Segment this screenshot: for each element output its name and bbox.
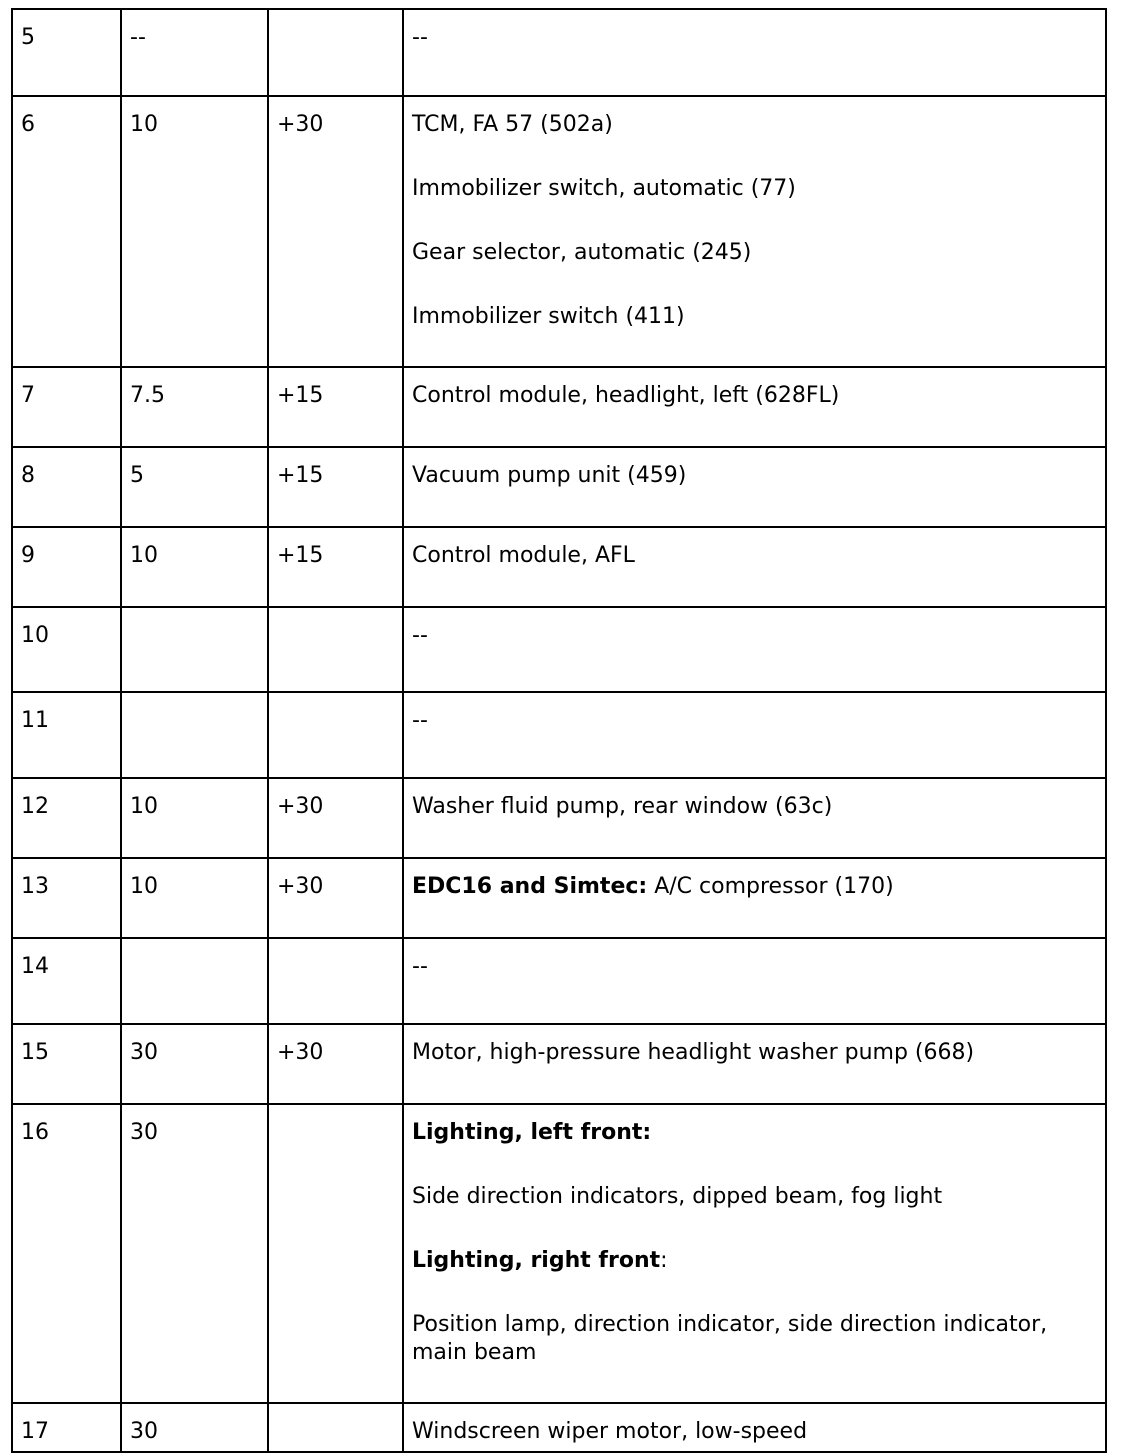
amperage-cell: 30 [121, 1104, 268, 1403]
voltage-cell [268, 9, 403, 96]
amperage-cell: 30 [121, 1403, 268, 1452]
fuse-number-cell: 10 [12, 607, 121, 692]
fuse-number-cell: 11 [12, 692, 121, 778]
voltage-cell: +30 [268, 96, 403, 367]
description-text: Immobilizer switch (411) [412, 304, 685, 329]
amperage-cell: -- [121, 9, 268, 96]
description-text: TCM, FA 57 (502a) [412, 112, 613, 137]
voltage-cell: +15 [268, 447, 403, 527]
description-text: -- [412, 623, 428, 648]
description-text: Windscreen wiper motor, low-speed [412, 1419, 808, 1444]
amperage-cell: 10 [121, 96, 268, 367]
amperage-cell [121, 607, 268, 692]
table-row [12, 1403, 1106, 1452]
description-line [412, 1247, 1097, 1275]
table-row [12, 367, 1106, 447]
description-line [412, 1119, 1097, 1147]
description-cell [403, 1104, 1106, 1403]
description-line [412, 1418, 1097, 1446]
table-row [12, 9, 1106, 96]
description-line [412, 303, 1097, 331]
fuse-number-cell: 17 [12, 1403, 121, 1452]
description-line [412, 1183, 1097, 1211]
description-text: Gear selector, automatic (245) [412, 240, 752, 265]
description-cell [403, 938, 1106, 1024]
table-row [12, 96, 1106, 367]
table-row [12, 447, 1106, 527]
table-row [12, 778, 1106, 858]
description-cell [403, 778, 1106, 858]
description-bold-label: Lighting, left front: [412, 1120, 652, 1145]
voltage-cell [268, 1104, 403, 1403]
table-row [12, 527, 1106, 607]
voltage-cell: +30 [268, 1024, 403, 1104]
description-line [412, 382, 1097, 410]
amperage-cell: 7.5 [121, 367, 268, 447]
amperage-cell [121, 692, 268, 778]
description-text: Washer fluid pump, rear window (63c) [412, 794, 833, 819]
description-line [412, 953, 1097, 981]
fuse-number-cell: 8 [12, 447, 121, 527]
amperage-cell: 10 [121, 778, 268, 858]
voltage-cell [268, 607, 403, 692]
table-row [12, 1024, 1106, 1104]
fuse-number-cell: 7 [12, 367, 121, 447]
fuse-number-cell: 6 [12, 96, 121, 367]
table-row [12, 692, 1106, 778]
fuse-number-cell: 14 [12, 938, 121, 1024]
table-row [12, 1104, 1106, 1403]
amperage-cell [121, 938, 268, 1024]
description-cell [403, 692, 1106, 778]
description-text: -- [412, 25, 428, 50]
description-line [412, 1311, 1097, 1367]
description-text: -- [412, 954, 428, 979]
description-bold-label: EDC16 and Simtec: [412, 874, 648, 899]
description-cell [403, 367, 1106, 447]
description-text: Control module, headlight, left (628FL) [412, 383, 840, 408]
description-text: A/C compressor (170) [647, 874, 894, 899]
description-line [412, 542, 1097, 570]
voltage-cell: +15 [268, 527, 403, 607]
description-line [412, 1039, 1097, 1067]
amperage-cell: 30 [121, 1024, 268, 1104]
description-cell [403, 1403, 1106, 1452]
amperage-cell: 10 [121, 858, 268, 938]
description-cell [403, 9, 1106, 96]
description-line [412, 239, 1097, 267]
fuse-number-cell: 5 [12, 9, 121, 96]
description-text: Position lamp, direction indicator, side direction indicator, main beam [412, 1312, 1048, 1365]
fuse-number-cell: 9 [12, 527, 121, 607]
voltage-cell: +30 [268, 858, 403, 938]
voltage-cell: +15 [268, 367, 403, 447]
description-line [412, 622, 1097, 650]
fuse-number-cell: 13 [12, 858, 121, 938]
voltage-cell [268, 692, 403, 778]
description-cell [403, 1024, 1106, 1104]
voltage-cell [268, 938, 403, 1024]
description-cell [403, 96, 1106, 367]
description-line [412, 462, 1097, 490]
description-text: -- [412, 708, 428, 733]
fuse-table-body [12, 9, 1106, 1452]
description-cell [403, 858, 1106, 938]
fuse-number-cell: 12 [12, 778, 121, 858]
voltage-cell: +30 [268, 778, 403, 858]
table-row [12, 938, 1106, 1024]
description-cell [403, 607, 1106, 692]
description-line [412, 111, 1097, 139]
fuse-number-cell: 15 [12, 1024, 121, 1104]
table-row [12, 858, 1106, 938]
description-line [412, 707, 1097, 735]
amperage-cell: 5 [121, 447, 268, 527]
description-line [412, 175, 1097, 203]
description-text: Vacuum pump unit (459) [412, 463, 687, 488]
fuse-number-cell: 16 [12, 1104, 121, 1403]
amperage-cell: 10 [121, 527, 268, 607]
description-bold-label: Lighting, right front [412, 1248, 661, 1273]
description-text: Side direction indicators, dipped beam, fog light [412, 1184, 943, 1209]
description-text: Immobilizer switch, automatic (77) [412, 176, 796, 201]
fuse-table [11, 8, 1107, 1453]
voltage-cell [268, 1403, 403, 1452]
description-text: Control module, AFL [412, 543, 635, 568]
description-cell [403, 527, 1106, 607]
description-text: Motor, high-pressure headlight washer pump (668) [412, 1040, 975, 1065]
description-cell [403, 447, 1106, 527]
description-line [412, 793, 1097, 821]
description-line [412, 24, 1097, 52]
table-row [12, 607, 1106, 692]
description-line [412, 873, 1097, 901]
description-text: : [660, 1248, 668, 1273]
